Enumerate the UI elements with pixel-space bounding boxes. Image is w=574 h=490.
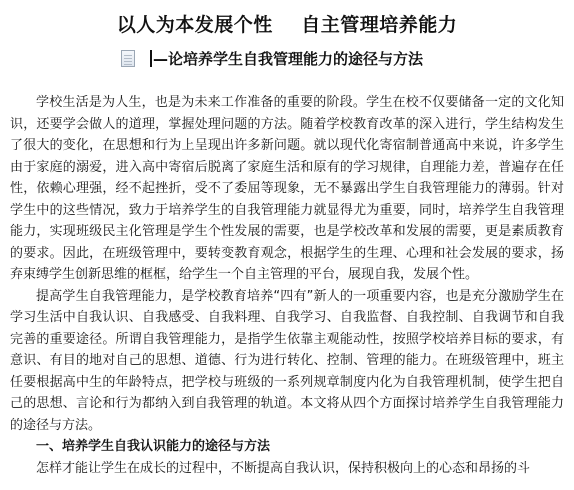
subtitle-row bbox=[0, 48, 574, 70]
body-paragraph: 学校生活是为人生，也是为未来工作准备的重要的阶段。学生在校不仅要储备一定的文化知识，还要学会做人的道理，掌握处理问题的方法。随着学校教育改革的深入进行，学生结构发生了很大的变化，在思想和行为上呈现出许多新问题。就以现代化寄宿制普通高中来说，许多学生由于家庭的溺爱，进入高中寄宿后脱离了家庭生活和原有的学习规律，自理能力差，普遍存在任性，依赖心理强，经不起挫折，受不了委屈等现象，无不暴露出学生自我管理能力的薄弱。针对学生中的这些情况，致力于培养学生的自我管理能力就显得尤为重要，同时，培养学生自我管理能力，实现班级民主化管理是学生个性发展的需要，也是学校改革和发展的需要，更是素质教育的要求。因此，在班级管理中，要转变教育观念，根据学生的生理、心理和社会发展的要求，扬弃束缚学生创新思维的框框，给学生一个自主管理的平台，展现自我，发展个性。 bbox=[10, 95, 564, 282]
document-subtitle-line bbox=[150, 48, 423, 69]
document-icon bbox=[121, 50, 135, 67]
text-cursor bbox=[150, 50, 152, 67]
document-subtitle: —论培养学生自我管理能力的途径与方法 bbox=[153, 50, 424, 68]
document-body bbox=[10, 92, 564, 479]
body-paragraph: 怎样才能让学生在成长的过程中，不断提高自我认识，保持积极向上的心态和昂扬的斗 bbox=[36, 460, 531, 476]
section-heading: 一、培养学生自我认识能力的途径与方法 bbox=[36, 439, 271, 454]
document-title: 以人为本发展个性 自主管理培养能力 bbox=[116, 14, 458, 36]
body-paragraph: 提高学生自我管理能力，是学校教育培养“四有”新人的一项重要内容，也是充分激励学生在学习生活中自我认识、自我感受、自我料理、自我学习、自我监督、自我控制、自我调节和自我完善的重要途径。所谓自我管理能力，是指学生依靠主观能动性，按照学校培养目标的要求，有意识、有目的地对自己的思想、道德、行为进行转化、控制、管理的能力。在班级管理中，班主任要根据高中生的年龄特点，把学校与班级的一系列规章制度内化为自我管理机制，使学生把自己的思想、言论和行为都纳入到自我管理的轨道。本文将从四个方面探讨培养学生自我管理能力的途径与方法。 bbox=[10, 288, 564, 433]
